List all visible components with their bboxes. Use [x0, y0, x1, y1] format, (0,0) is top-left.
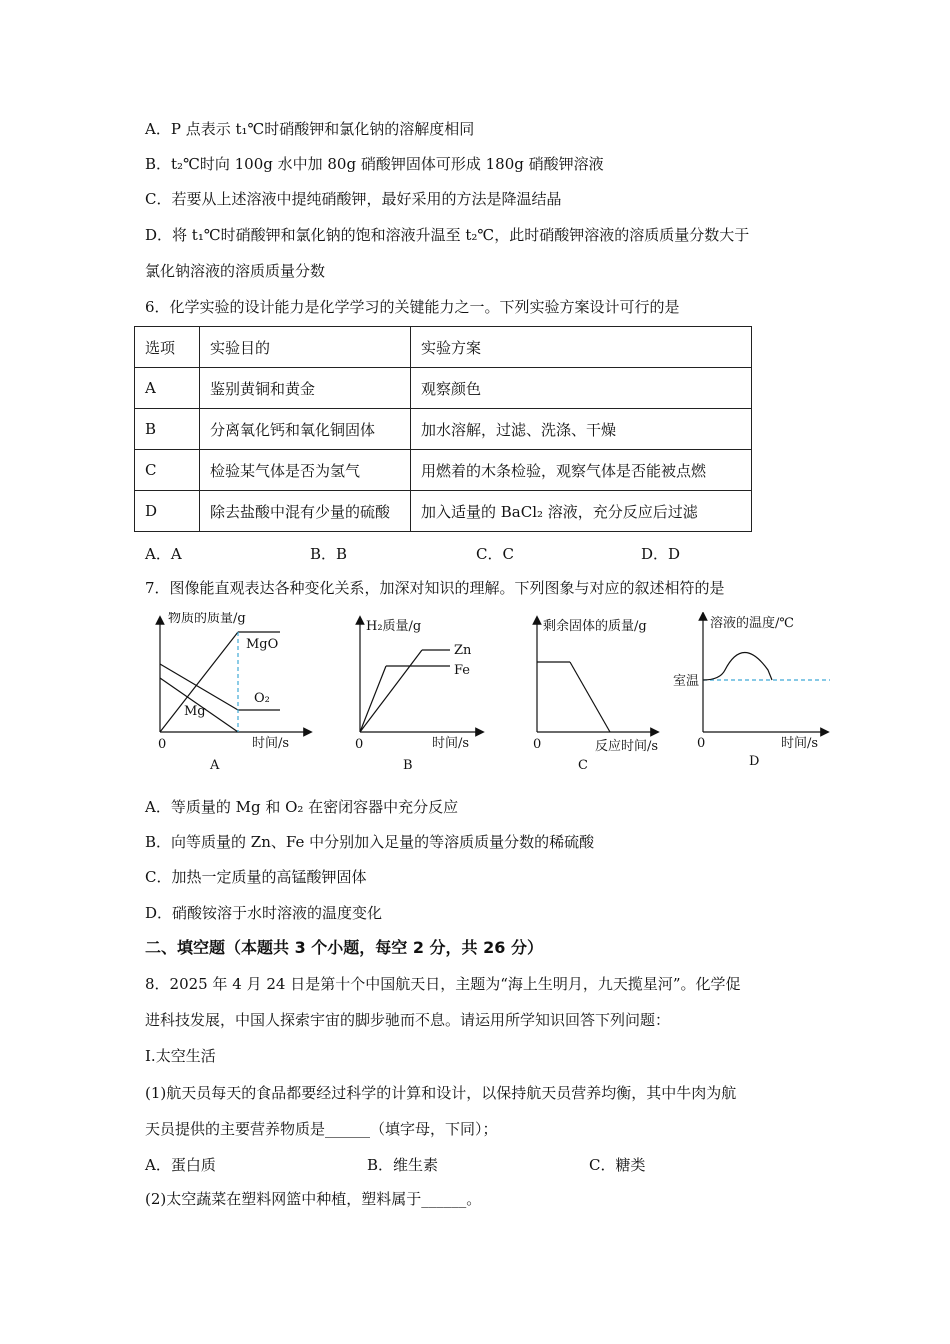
- q8-sub2-text: (2)太空蔬菜在塑料网篮中种植，塑料属于: [145, 1190, 422, 1208]
- header-plan: 实验方案: [411, 327, 752, 368]
- graph-a: [158, 612, 308, 773]
- q8-sub2-answer-blank[interactable]: ______: [421, 1190, 467, 1208]
- q8-sub1-note: （填字母，下同）；: [370, 1120, 498, 1138]
- q8-sub1-line1: (1)航天员每天的食品都要经过科学的计算和设计，以保持航天员营养均衡，其中牛肉为航: [145, 1084, 737, 1102]
- graph-d-ylabel: 溶液的温度/℃: [710, 616, 794, 631]
- q6-choices: [145, 543, 680, 564]
- cell-option: B: [135, 409, 200, 450]
- graph-c-xlabel: 反应时间/s: [595, 739, 659, 754]
- graph-a-mgo-label: MgO: [246, 637, 279, 652]
- q8-option-c: C．糖类: [589, 1156, 646, 1174]
- graph-b-zn-label: Zn: [454, 643, 472, 658]
- cell-option: C: [135, 450, 200, 491]
- table-row: [135, 368, 752, 409]
- q8-part1-title: I.太空生活: [145, 1047, 216, 1065]
- table-row: [135, 450, 752, 491]
- cell-plan: 用燃着的木条检验，观察气体是否能被点燃: [411, 450, 752, 491]
- graph-a-xlabel: 时间/s: [252, 736, 290, 751]
- graph-b: [355, 619, 480, 773]
- q7-graphs-figure: [140, 612, 840, 777]
- q5-option-c: C．若要从上述溶液中提纯硝酸钾，最好采用的方法是降温结晶: [145, 190, 562, 208]
- graph-d-caption: D: [749, 754, 760, 769]
- graph-a-mg-label: Mg: [184, 704, 206, 719]
- graph-c-ylabel: 剩余固体的质量/g: [543, 619, 647, 634]
- section2-title: 二、填空题（本题共 3 个小题，每空 2 分，共 26 分）: [145, 938, 543, 957]
- q6-table: [134, 326, 752, 532]
- graph-b-xlabel: 时间/s: [432, 736, 470, 751]
- graph-a-ylabel: 物质的质量/g: [168, 612, 246, 626]
- graph-c-origin: 0: [533, 737, 542, 752]
- q5-option-b: B．t₂℃时向 100g 水中加 80g 硝酸钾固体可形成 180g 硝酸钾溶液: [145, 155, 604, 173]
- q6-stem: 6．化学实验的设计能力是化学学习的关键能力之一。下列实验方案设计可行的是: [145, 298, 680, 316]
- graph-d-origin: 0: [697, 736, 706, 751]
- q5-option-a: A．P 点表示 t₁℃时硝酸钾和氯化钠的溶解度相同: [145, 120, 475, 138]
- table-header-row: [135, 327, 752, 368]
- q6-choice-b: B．B: [310, 545, 348, 563]
- cell-purpose: 分离氧化钙和氧化铜固体: [200, 409, 411, 450]
- graph-d-room-temp-label: 室温: [673, 674, 700, 689]
- graph-a-o2-label: O₂: [254, 691, 270, 706]
- graph-b-caption: B: [403, 758, 413, 773]
- q8-stem-line2: 进科技发展，中国人探索宇宙的脚步驰而不息。请运用所学知识回答下列问题：: [145, 1011, 671, 1029]
- graph-d-xlabel: 时间/s: [781, 736, 819, 751]
- graph-b-origin: 0: [355, 737, 364, 752]
- cell-option: D: [135, 491, 200, 532]
- q7-stem: 7．图像能直观表达各种变化关系，加深对知识的理解。下列图象与对应的叙述相符的是: [145, 579, 725, 597]
- q6-choice-c: C．C: [476, 545, 514, 563]
- q8-option-a: A．蛋白质: [145, 1156, 216, 1174]
- q8-sub1-line2: [145, 1119, 498, 1139]
- q7-option-d: D．硝酸铵溶于水时溶液的温度变化: [145, 904, 383, 922]
- graph-d-temperature-curve: [703, 653, 772, 681]
- graph-b-fe-label: Fe: [454, 663, 471, 678]
- header-purpose: 实验目的: [200, 327, 411, 368]
- q7-option-c: C．加热一定质量的高锰酸钾固体: [145, 868, 367, 886]
- graph-c-decline: [570, 662, 610, 732]
- graph-c-caption: C: [578, 758, 588, 773]
- q8-stem-line1: 8．2025 年 4 月 24 日是第十个中国航天日，主题为“海上生明月，九天揽星河”。化学促: [145, 975, 741, 993]
- q8-option-b: B．维生素: [367, 1156, 439, 1174]
- cell-option: A: [135, 368, 200, 409]
- q8-sub2-line: [145, 1189, 481, 1209]
- header-option: 选项: [135, 327, 200, 368]
- graph-b-zn-line: [360, 650, 422, 732]
- q6-choice-a: A．A: [145, 545, 182, 563]
- table-row: [135, 409, 752, 450]
- cell-plan: 加入适量的 BaCl₂ 溶液，充分反应后过滤: [411, 491, 752, 532]
- cell-purpose: 检验某气体是否为氢气: [200, 450, 411, 491]
- graph-d: [673, 615, 830, 769]
- q6-choice-d: D．D: [641, 545, 681, 563]
- graph-b-ylabel: H₂质量/g: [366, 619, 422, 634]
- q7-option-a: A．等质量的 Mg 和 O₂ 在密闭容器中充分反应: [145, 798, 459, 816]
- cell-plan: 观察颜色: [411, 368, 752, 409]
- graph-a-caption: A: [210, 758, 220, 773]
- q7-option-b: B．向等质量的 Zn、Fe 中分别加入足量的等溶质质量分数的稀硫酸: [145, 833, 595, 851]
- cell-purpose: 除去盐酸中混有少量的硫酸: [200, 491, 411, 532]
- graph-b-fe-line: [360, 666, 386, 732]
- graph-c: [533, 618, 658, 773]
- q8-sub1-answer-blank[interactable]: ______: [325, 1120, 371, 1138]
- graph-a-origin: 0: [158, 737, 167, 752]
- cell-purpose: 鉴别黄铜和黄金: [200, 368, 411, 409]
- q5-option-d-line2: 氯化钠溶液的溶质质量分数: [145, 262, 326, 280]
- table-row: [135, 491, 752, 532]
- q8-sub1-text: 天员提供的主要营养物质是: [145, 1120, 326, 1138]
- q8-sub2-end: 。: [466, 1190, 482, 1208]
- q5-option-d-line1: D．将 t₁℃时硝酸钾和氯化钠的饱和溶液升温至 t₂℃，此时硝酸钾溶液的溶质质量分数大于: [145, 226, 750, 244]
- cell-plan: 加水溶解，过滤、洗涤、干燥: [411, 409, 752, 450]
- q8-sub1-options: [145, 1154, 645, 1175]
